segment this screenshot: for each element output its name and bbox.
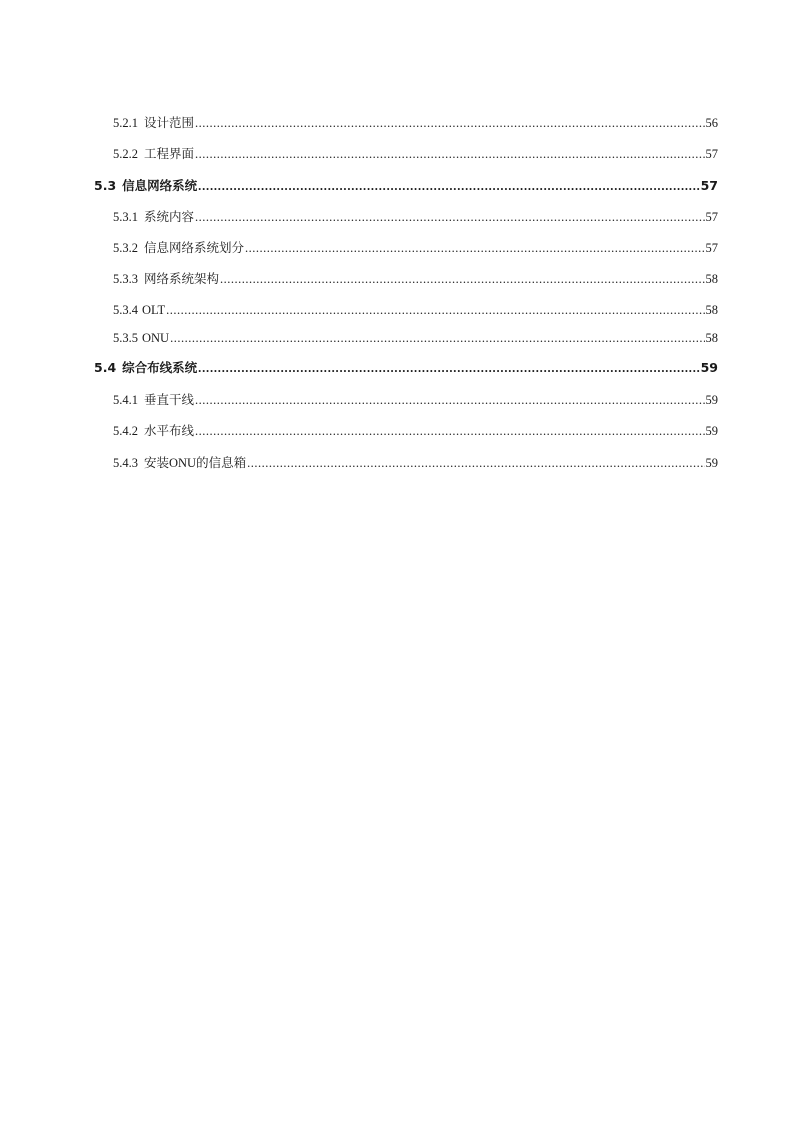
toc-number: 5.3.3 bbox=[113, 272, 138, 286]
toc-page-number: 58 bbox=[705, 331, 718, 345]
toc-page-number: 59 bbox=[705, 393, 718, 407]
toc-page-number: 59 bbox=[705, 456, 718, 470]
toc-entry-5-4-2[interactable] bbox=[113, 422, 718, 440]
toc-title: 网络系统架构 bbox=[144, 272, 220, 286]
toc-page-number: 57 bbox=[705, 241, 718, 255]
toc-entry-5-2-2[interactable] bbox=[113, 145, 718, 163]
toc-leader-dots bbox=[170, 329, 704, 347]
toc-title: 信息网络系统 bbox=[122, 178, 198, 193]
toc-entry-5-4-3[interactable] bbox=[113, 454, 718, 472]
toc-entry-5-3-1[interactable] bbox=[113, 208, 718, 226]
toc-entry-5-3-2[interactable] bbox=[113, 239, 718, 257]
toc-number: 5.3.4 bbox=[113, 303, 138, 317]
toc-leader-dots bbox=[245, 239, 704, 257]
toc-number: 5.2.1 bbox=[113, 116, 138, 130]
toc-leader-dots bbox=[195, 145, 704, 163]
toc-leader-dots bbox=[198, 177, 699, 195]
toc-entry-5-3-5[interactable] bbox=[113, 329, 718, 347]
toc-page-number: 58 bbox=[705, 303, 718, 317]
toc-entry-5-4-1[interactable] bbox=[113, 391, 718, 409]
toc-leader-dots bbox=[195, 422, 704, 440]
toc-page-number: 56 bbox=[705, 116, 718, 130]
toc-page-number: 58 bbox=[705, 272, 718, 286]
toc-title: ONU bbox=[142, 331, 170, 345]
toc-entry-5-3-4[interactable] bbox=[113, 301, 718, 319]
toc-number: 5.2.2 bbox=[113, 147, 138, 161]
toc-leader-dots bbox=[220, 270, 704, 288]
toc-title: OLT bbox=[142, 303, 166, 317]
toc-page-number: 57 bbox=[700, 178, 718, 193]
toc-entry-5-4[interactable] bbox=[94, 359, 718, 377]
toc-page-number: 57 bbox=[705, 210, 718, 224]
toc-page-number: 59 bbox=[700, 360, 718, 375]
toc-title: 工程界面 bbox=[144, 147, 195, 161]
toc-entry-5-2-1[interactable] bbox=[113, 114, 718, 132]
toc-title: 信息网络系统划分 bbox=[144, 241, 245, 255]
toc-entry-5-3[interactable] bbox=[94, 177, 718, 195]
toc-entry-5-3-3[interactable] bbox=[113, 270, 718, 288]
toc-page-number: 59 bbox=[705, 424, 718, 438]
toc-leader-dots bbox=[195, 391, 704, 409]
toc-title: 安装ONU的信息箱 bbox=[144, 456, 247, 470]
toc-title: 综合布线系统 bbox=[122, 360, 198, 375]
toc-leader-dots bbox=[247, 454, 704, 472]
toc-title: 垂直干线 bbox=[144, 393, 195, 407]
toc-title: 系统内容 bbox=[144, 210, 195, 224]
toc-number: 5.4.3 bbox=[113, 456, 138, 470]
toc-number: 5.3 bbox=[94, 178, 117, 193]
toc-number: 5.4.1 bbox=[113, 393, 138, 407]
toc-number: 5.3.2 bbox=[113, 241, 138, 255]
toc-number: 5.3.1 bbox=[113, 210, 138, 224]
toc-number: 5.3.5 bbox=[113, 331, 138, 345]
toc-leader-dots bbox=[195, 208, 704, 226]
toc-leader-dots bbox=[198, 359, 699, 377]
toc-number: 5.4 bbox=[94, 360, 117, 375]
toc-leader-dots bbox=[166, 301, 704, 319]
toc-page-number: 57 bbox=[705, 147, 718, 161]
toc-title: 设计范围 bbox=[144, 116, 195, 130]
toc-number: 5.4.2 bbox=[113, 424, 138, 438]
toc-leader-dots bbox=[195, 114, 704, 132]
toc-title: 水平布线 bbox=[144, 424, 195, 438]
